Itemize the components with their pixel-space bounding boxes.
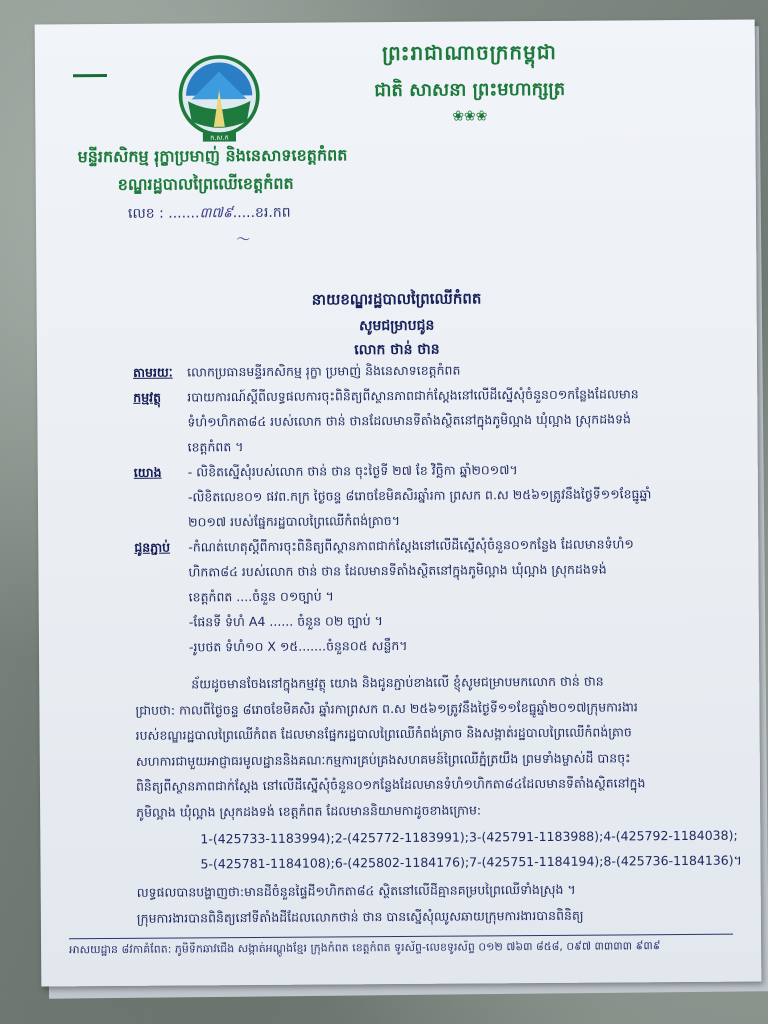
tilde-mark: 〜 — [236, 232, 251, 249]
body-line: ជ្រាបថា: កាលពីថ្ងៃចន្ទ ៨រោចខែមិគសិរ ឆ្នាំរកាព្រសក ព.ស ២៥៦១ត្រូវនឹងថ្ងៃទី១១ខែធ្នូឆ្នាំ២០១៧ក្រុមការងារ — [135, 698, 638, 718]
body-line: លទ្ធផលបានបង្ហាញថា:មានដីចំនួនផ្ទៃដី១ហិកតា៨៤ ស្ថិតនៅលើដីគ្មានគម្របព្រៃឈើទាំងស្រុង ។ — [136, 881, 576, 900]
via-label: តាមរយៈ — [133, 364, 173, 380]
subject-line: ខេត្តកំពត ។ — [187, 439, 244, 455]
body-line: ក្រុមការងារបានពិនិត្យនៅទីតាំងដីដែលលោកថាន់ ថាន បានស្នើសុំឈូសឆាយក្រុមការងារបានពិនិត្យ — [136, 907, 584, 926]
kingdom-title: ព្រះរាជាណាចក្រកម្ពុជា — [382, 39, 557, 66]
body-paragraph-2 — [137, 876, 735, 931]
letter-page — [35, 19, 762, 986]
reference-label: យោង — [133, 464, 162, 480]
subject-row — [133, 381, 730, 460]
reference-line: -លិខិតលេខ០១ ផវព.កក្រ ថ្ងៃចន្ទ ៨រោចខែមិគសិរឆ្នាំរកា ព្រសក ព.ស ២៥៦១ត្រូវនឹងថ្ងៃទី១១ខែធ្នូឆ្នាំ — [187, 486, 652, 505]
pen-dash-mark — [73, 74, 107, 77]
ministry-logo-icon — [173, 53, 266, 146]
kingdom-header — [374, 39, 565, 125]
footer-address: អាសយដ្ឋាន ៨វកាគំពែត: ភូមិទឹកឆាវជើង សង្កាត់អណ្ដូងខ្មែរ ក្រុងកំពត ខេត្តកំពត ទូរស័ព្ទ-លេខទូរស័ព្ទ ០១២ ៧៦៣ ៨៥៨, ០៩៧ ៣៣៣៣ ៩៣៩ — [69, 939, 661, 957]
national-motto: ជាតិ សាសនា ព្រះមហាក្សត្រ — [374, 78, 566, 102]
ref-number: ៣៧៩ — [199, 205, 233, 222]
reference-line: ២០១៧ របស់ផ្នែករដ្ឋបាលព្រៃឈើកំពង់ត្រាច។ — [188, 512, 400, 530]
ornament-divider: ❀❀❀ — [452, 108, 488, 125]
subject-line: ទំហំ១ហិកតា៨៤ របស់លោក ថាន់ ថានដែលមានទីតាំងស្ថិតនៅក្នុងភូមិល្អាង ឃុំល្អាង ស្រុកដងទង់ — [187, 411, 631, 430]
body-paragraph-1 — [135, 668, 734, 825]
attachment-line: -កំណត់ហេតុស្តីពីការចុះពិនិត្យពីស្ថានភាពជាក់ស្តែងនៅលើដីស្នើសុំចំនួន០១កន្លែង ដែលមានទំហំ១ — [188, 536, 634, 555]
coordinates-line-2: 5-(425781-1184108);6-(425802-1184176);7-(425751-1184194);8-(425736-1184136)។ — [200, 852, 742, 872]
attachment-row — [134, 531, 731, 660]
office-title: នាយខណ្ឌរដ្ឋបាលព្រៃឈើកំពត — [311, 289, 482, 309]
via-text: លោកប្រធានមន្ទីរកសិកម្ម រុក្ខា ប្រមាញ់ និងនេសាទខេត្តកំពត — [187, 362, 461, 380]
recipient-line: លោក ថាន់ ថាន — [354, 341, 440, 359]
attachment-line: ខេត្តកំពត ....ចំនួន ០១ច្បាប់ ។ — [188, 588, 334, 605]
sender-department: មន្ទីរកសិកម្ម រុក្ខាប្រមាញ់ និងនេសាទខេត្តកំពត — [77, 145, 348, 167]
reference-number: លេខ : .......៣៧៩.....ខរ.កព — [127, 204, 291, 222]
coordinates-line-1: 1-(425733-1183994);2-(425772-1183991);3-(425791-1183988);4-(425792-1184038); — [200, 827, 738, 847]
reference-row — [134, 456, 731, 535]
attachment-label: ជូនភ្ជាប់ — [134, 539, 171, 555]
subject-line: របាយការណ៍ស្តីពីលទ្ធផលការចុះពិនិត្យពីស្ថានភាពជាក់ស្តែងនៅលើដីស្នើសុំចំនួន០១កន្លែងដែលមាន — [187, 386, 639, 405]
attachment-line: -ផែនទី ទំហំ A4 ...... ចំនួន ០២ ច្បាប់ ។ — [188, 613, 383, 630]
body-line: សហការជាមួយអាជ្ញាធរមូលដ្ឋាននិងគណៈកម្មការគ្រប់គ្រងសហគមន៍ព្រៃឈើភ្នំត្រយឹង ព្រមទាំងម្ចាស់ដី បានចុះ — [135, 749, 631, 769]
attachment-line: -រូបថត ទំហំ១០ X ១៥.......ចំនួន០៥ សន្លឹក។ — [188, 637, 408, 655]
logo-caption: ក.ស.ក — [210, 133, 229, 142]
ref-suffix: ខរ.កព — [254, 204, 291, 221]
body-line: របស់ខណ្ឌរដ្ឋបាលព្រៃឈើកំពត ដែលមានផ្នែករដ្ឋបាលព្រៃឈើកំពង់ត្រាច និងសង្កាត់រដ្ឋបាលព្រៃឈើកំពង់ត្រាច — [135, 724, 632, 743]
body-line: ភូមិល្អាង ឃុំល្អាង ស្រុកដងទង់ ខេត្តកំពត ដែលមាននិយាមកាដូចខាងក្រោម: — [136, 801, 482, 820]
body-line: ន័យដូចមានចែងនៅក្នុងកម្មវត្ថុ យោង និងជូនភ្ជាប់ខាងលើ ខ្ញុំសូមជម្រាបមកលោក ថាន់ ថាន — [191, 673, 604, 692]
ref-label: លេខ : — [127, 205, 164, 222]
subject-label: កម្មវត្ថុ — [133, 389, 162, 405]
sender-office: ខណ្ឌរដ្ឋបាលព្រៃឈើខេត្តកំពត — [117, 173, 294, 194]
respect-line: សូមជម្រាបជូន — [359, 317, 435, 335]
reference-line: - លិខិតស្នើសុំរបស់លោក ថាន់ ថាន ចុះថ្ងៃទី ២៧ ខែ វិច្ឆិកា ឆ្នាំ២០១៧។ — [187, 462, 518, 480]
body-line: ពិនិត្យពីស្ថានភាពជាក់ស្តែង នៅលើដីស្នើសុំចំនួន០១កន្លែងដែលមានទំហំ១ហិកតា៨៤ដែលមានទីតាំងស្ថិតនៅក្នុង — [135, 775, 646, 794]
attachment-line: ហិកតា៨៤ របស់លោក ថាន់ ថាន ដែលមានទីតាំងស្ថិតនៅក្នុងភូមិល្អាង ឃុំល្អាង ស្រុកដងទង់ — [188, 561, 607, 580]
